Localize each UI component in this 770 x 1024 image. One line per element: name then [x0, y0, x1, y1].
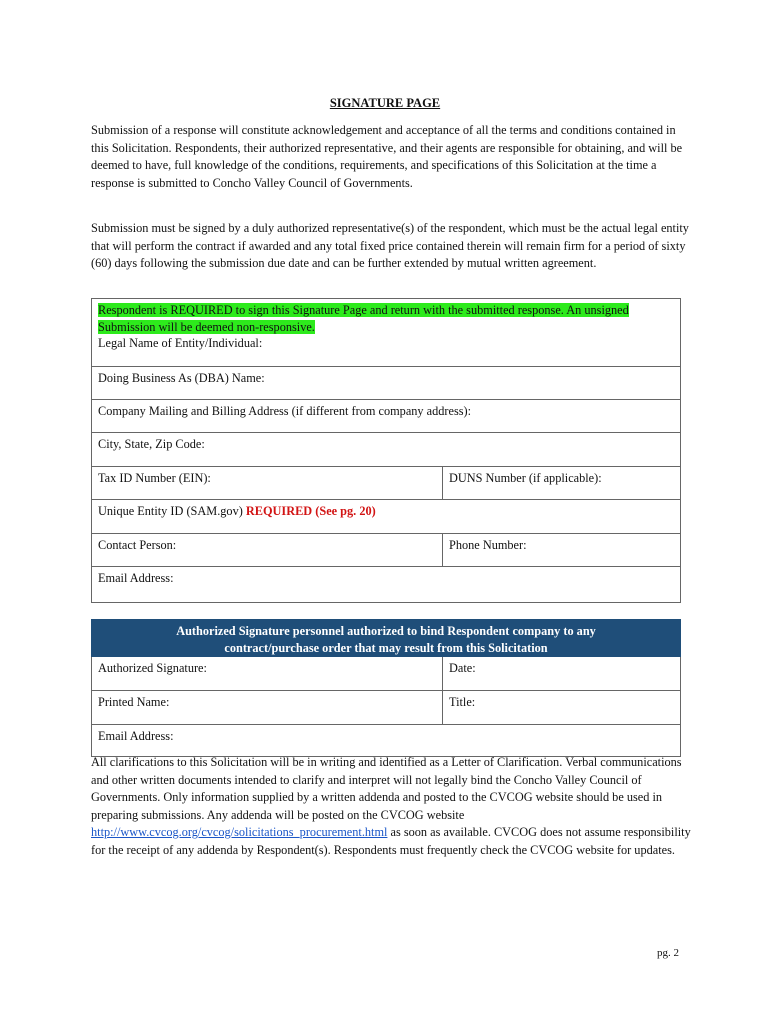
required-notice: Respondent is REQUIRED to sign this Signature Page and return with the submitted response. An unsigned Submission will be deemed non-responsive.: [98, 303, 629, 334]
signature-section-header: [92, 620, 681, 657]
title-label: Title:: [449, 695, 476, 709]
signer-email-field[interactable]: [92, 725, 681, 757]
authorization-paragraph: Submission must be signed by a duly authorized representative(s) of the respondent, which must be the actual legal entity that will perform the contract if awarded and any total fixed price contained therein will remain firm for a period of sixty (60) days following the submission due date and can be further extended by mutual written agreement.: [91, 221, 689, 270]
header-line-1: Authorized Signature personnel authorized to bind Respondent company to any: [176, 624, 596, 638]
clarification-paragraph: [91, 754, 691, 859]
dba-label: Doing Business As (DBA) Name:: [98, 371, 265, 385]
legal-name-label: Legal Name of Entity/Individual:: [98, 336, 263, 350]
uei-field[interactable]: [92, 500, 681, 534]
mailing-address-label: Company Mailing and Billing Address (if different from company address):: [98, 404, 472, 418]
contact-person-field[interactable]: [92, 534, 443, 567]
duns-field[interactable]: [443, 467, 681, 500]
printed-name-label: Printed Name:: [98, 695, 170, 709]
page-number: pg. 2: [657, 947, 679, 959]
duns-label: DUNS Number (if applicable):: [449, 471, 602, 485]
phone-number-label: Phone Number:: [449, 538, 527, 552]
authorized-signature-label: Authorized Signature:: [98, 661, 207, 675]
email-address-label: Email Address:: [98, 571, 174, 585]
city-state-zip-label: City, State, Zip Code:: [98, 437, 205, 451]
authorized-signature-table: [91, 619, 681, 757]
date-label: Date:: [449, 661, 476, 675]
phone-number-field[interactable]: [443, 534, 681, 567]
page-title: SIGNATURE PAGE: [329, 96, 441, 110]
dba-field[interactable]: [92, 367, 681, 400]
clarification-text-before-link: All clarifications to this Solicitation will be in writing and identified as a Letter of Clarification. Verbal communications and other written documents intended to clarify and interpret will not legally bind the Concho Valley Council of Governments. Only information supplied by a written addenda and posted to the CVCOG website should be used in preparing submissions. Any addenda will be posted on the CVCOG website: [91, 755, 682, 822]
signer-email-label: Email Address:: [98, 729, 174, 743]
authorized-signature-field[interactable]: [92, 657, 443, 691]
mailing-address-field[interactable]: [92, 400, 681, 433]
title-field[interactable]: [443, 691, 681, 725]
uei-label: Unique Entity ID (SAM.gov): [98, 504, 243, 518]
respondent-info-table: [91, 298, 681, 603]
tax-id-field[interactable]: [92, 467, 443, 500]
date-field[interactable]: [443, 657, 681, 691]
acknowledgement-paragraph: Submission of a response will constitute acknowledgement and acceptance of all the terms and conditions contained in this Solicitation. Respondents, their authorized representative, and their agents are responsible for obtaining, and will be deemed to have, full knowledge of the conditions, requirements, and specifications of this Solicitation at the time a response is submitted to Concho Valley Council of Governments.: [91, 123, 683, 190]
city-state-zip-field[interactable]: [92, 433, 681, 467]
tax-id-label: Tax ID Number (EIN):: [98, 471, 211, 485]
clarification-text-after-link: as soon as available. CVCOG does not assume responsibility for the receipt of any addenda by Respondent(s). Respondents must frequently check the CVCOG website for updates.: [91, 825, 691, 857]
respondent-info-cell: [92, 299, 681, 367]
printed-name-field[interactable]: [92, 691, 443, 725]
uei-required-note: REQUIRED (See pg. 20): [245, 504, 376, 518]
cvcog-procurement-link[interactable]: http://www.cvcog.org/cvcog/solicitations_procurement.html: [91, 825, 388, 839]
contact-person-label: Contact Person:: [98, 538, 177, 552]
header-line-2: contract/purchase order that may result from this Solicitation: [224, 640, 548, 655]
email-address-field[interactable]: [92, 567, 681, 603]
